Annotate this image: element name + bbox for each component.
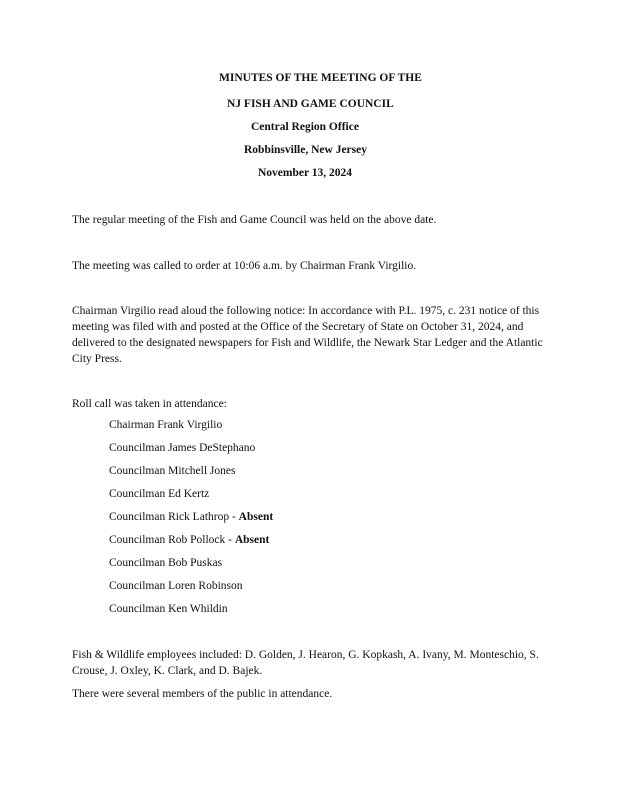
office-location: Robbinsville, New Jersey (244, 144, 367, 156)
paragraph-employees: Fish & Wildlife employees included: D. Golden, J. Hearon, G. Kopkash, A. Ivany, M. Monteschio, S. Crouse, J. Oxley, K. Clark, and D. Bajek. (72, 649, 539, 677)
paragraph-called-to-order: The meeting was called to order at 10:06 a.m. by Chairman Frank Virgilio. (72, 260, 417, 272)
roll-call-item (109, 441, 255, 455)
paragraph-meeting-held: The regular meeting of the Fish and Game Council was held on the above date. (72, 214, 437, 226)
member-name: Councilman Rob Pollock - (109, 534, 235, 546)
title-line-2: NJ FISH AND GAME COUNCIL (227, 98, 394, 110)
member-name: Councilman Ken Whildin (109, 603, 228, 615)
roll-call-item (109, 602, 228, 616)
roll-call-item (109, 464, 235, 478)
roll-call-item (109, 510, 273, 524)
roll-call-item (109, 579, 243, 593)
meeting-date: November 13, 2024 (258, 167, 353, 179)
roll-call-item (109, 533, 269, 547)
member-name: Councilman Mitchell Jones (109, 465, 236, 477)
member-name: Chairman Frank Virgilio (109, 419, 223, 431)
member-name: Councilman Bob Puskas (109, 557, 223, 569)
absent-label: Absent (238, 511, 274, 523)
office-name: Central Region Office (251, 121, 359, 133)
roll-call-item (109, 487, 209, 501)
member-name: Councilman Loren Robinson (109, 580, 243, 592)
roll-call-intro: Roll call was taken in attendance: (72, 398, 227, 410)
paragraph-notice: Chairman Virgilio read aloud the following notice: In accordance with P.L. 1975, c. 231 notice of this meeting was filed with and posted at the Office of the Secretary of State on October 31, 2024, and delivered to the designated newspapers for Fish and Wildlife, the Newark Star Ledger and the Atlantic City Press. (72, 305, 543, 365)
roll-call-item (109, 418, 222, 432)
roll-call-item (109, 556, 222, 570)
member-name: Councilman Rick Lathrop - (109, 511, 239, 523)
member-name: Councilman Ed Kertz (109, 488, 210, 500)
paragraph-public: There were several members of the public in attendance. (72, 688, 333, 700)
member-name: Councilman James DeStephano (109, 442, 256, 454)
absent-label: Absent (234, 534, 270, 546)
title-line-1: MINUTES OF THE MEETING OF THE (219, 72, 422, 84)
